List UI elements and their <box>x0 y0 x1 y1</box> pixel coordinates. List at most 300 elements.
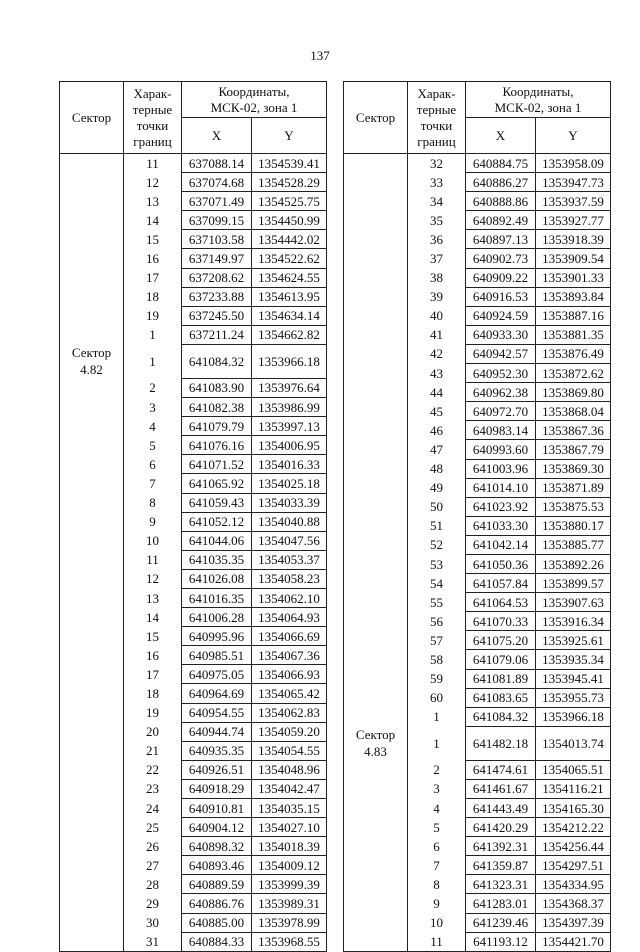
x-cell: 637245.50 <box>182 306 252 325</box>
table-row <box>344 421 611 440</box>
x-cell: 641075.20 <box>466 631 536 650</box>
y-cell: 1353867.79 <box>536 440 611 459</box>
x-cell: 641083.65 <box>466 688 536 707</box>
x-cell: 641239.46 <box>466 913 536 932</box>
sector-cell <box>60 799 124 818</box>
y-cell: 1354040.88 <box>252 512 327 531</box>
x-cell: 640886.27 <box>466 173 536 192</box>
header-points-line: Харак- <box>417 85 456 101</box>
point-cell: 12 <box>124 569 182 588</box>
x-cell: 641079.79 <box>182 417 252 436</box>
point-cell: 60 <box>408 688 466 707</box>
point-cell: 28 <box>124 875 182 894</box>
x-cell: 641482.18 <box>466 726 536 760</box>
point-cell: 1 <box>124 325 182 344</box>
y-cell: 1353880.17 <box>536 516 611 535</box>
y-cell: 1354522.62 <box>252 249 327 268</box>
x-cell: 637233.88 <box>182 287 252 306</box>
y-cell: 1354397.39 <box>536 913 611 932</box>
x-cell: 641016.35 <box>182 588 252 607</box>
sector-cell <box>60 287 124 306</box>
table-row <box>344 535 611 554</box>
x-cell: 640954.55 <box>182 703 252 722</box>
x-cell: 640942.57 <box>466 344 536 363</box>
point-cell: 42 <box>408 344 466 363</box>
table-row <box>60 894 327 913</box>
point-cell: 5 <box>124 436 182 455</box>
point-cell: 41 <box>408 325 466 344</box>
table-row <box>344 837 611 856</box>
x-cell: 641076.16 <box>182 436 252 455</box>
point-cell: 52 <box>408 535 466 554</box>
x-cell: 640964.69 <box>182 684 252 703</box>
sector-cell <box>60 455 124 474</box>
point-cell: 38 <box>408 268 466 287</box>
y-cell: 1353872.62 <box>536 364 611 383</box>
table-row <box>60 173 327 192</box>
y-cell: 1354006.95 <box>252 436 327 455</box>
point-cell: 25 <box>124 818 182 837</box>
sector-cell <box>60 268 124 287</box>
sector-cell <box>60 249 124 268</box>
y-cell: 1354018.39 <box>252 837 327 856</box>
sector-cell <box>60 474 124 493</box>
table-row <box>60 268 327 287</box>
point-cell: 17 <box>124 665 182 684</box>
sector-cell <box>60 531 124 550</box>
point-cell: 5 <box>408 818 466 837</box>
x-cell: 641050.36 <box>466 554 536 573</box>
point-cell: 16 <box>124 646 182 665</box>
point-cell: 58 <box>408 650 466 669</box>
y-cell: 1353918.39 <box>536 230 611 249</box>
header-points <box>408 82 466 154</box>
y-cell: 1354025.18 <box>252 474 327 493</box>
sector-cell <box>60 588 124 607</box>
x-cell: 640985.51 <box>182 646 252 665</box>
sector-cell <box>60 569 124 588</box>
table-row <box>344 799 611 818</box>
y-cell: 1354048.96 <box>252 760 327 779</box>
sector-cell <box>60 722 124 741</box>
y-cell: 1354067.36 <box>252 646 327 665</box>
x-cell: 641014.10 <box>466 478 536 497</box>
y-cell: 1354421.70 <box>536 932 611 951</box>
x-cell: 640995.96 <box>182 627 252 646</box>
point-cell: 48 <box>408 459 466 478</box>
x-cell: 641023.92 <box>466 497 536 516</box>
point-cell: 34 <box>408 192 466 211</box>
table-row <box>344 173 611 192</box>
table-row <box>60 417 327 436</box>
header-points <box>124 82 182 154</box>
table-row <box>344 818 611 837</box>
y-cell: 1354053.37 <box>252 550 327 569</box>
table-row <box>60 932 327 951</box>
x-cell: 641081.89 <box>466 669 536 688</box>
point-cell: 53 <box>408 554 466 573</box>
sector-cell <box>344 325 408 344</box>
y-cell: 1353968.55 <box>252 932 327 951</box>
table-row <box>344 707 611 726</box>
sector-cell <box>344 856 408 875</box>
point-cell: 30 <box>124 913 182 932</box>
table-row <box>60 913 327 932</box>
y-cell: 1353989.31 <box>252 894 327 913</box>
x-cell: 641359.87 <box>466 856 536 875</box>
y-cell: 1353876.49 <box>536 344 611 363</box>
table-row <box>60 230 327 249</box>
y-cell: 1353955.73 <box>536 688 611 707</box>
sector-cell <box>344 173 408 192</box>
table-row <box>344 593 611 612</box>
y-cell: 1353909.54 <box>536 249 611 268</box>
point-cell: 49 <box>408 478 466 497</box>
y-cell: 1353899.57 <box>536 574 611 593</box>
x-cell: 641084.32 <box>182 344 252 378</box>
table-row <box>344 516 611 535</box>
sector-cell <box>60 306 124 325</box>
x-cell: 640893.46 <box>182 856 252 875</box>
x-cell: 640975.05 <box>182 665 252 684</box>
sector-cell <box>344 799 408 818</box>
header-points-line: Харак- <box>133 85 172 101</box>
table-row <box>344 612 611 631</box>
point-cell: 11 <box>408 932 466 951</box>
table-row <box>60 856 327 875</box>
sector-cell <box>344 593 408 612</box>
y-cell: 1354165.30 <box>536 799 611 818</box>
x-cell: 637074.68 <box>182 173 252 192</box>
sector-cell <box>60 932 124 951</box>
sector-cell <box>344 535 408 554</box>
y-cell: 1354212.22 <box>536 818 611 837</box>
x-cell: 637149.97 <box>182 249 252 268</box>
point-cell: 39 <box>408 287 466 306</box>
header-x: X <box>466 118 536 154</box>
table-row <box>60 799 327 818</box>
x-cell: 640926.51 <box>182 760 252 779</box>
x-cell: 640897.13 <box>466 230 536 249</box>
coordinates-table-right <box>343 81 611 952</box>
y-cell: 1353907.63 <box>536 593 611 612</box>
point-cell: 51 <box>408 516 466 535</box>
table-row <box>344 402 611 421</box>
table-row <box>60 722 327 741</box>
point-cell: 36 <box>408 230 466 249</box>
x-cell: 641044.06 <box>182 531 252 550</box>
x-cell: 640983.14 <box>466 421 536 440</box>
y-cell: 1353986.99 <box>252 398 327 417</box>
sector-cell <box>344 837 408 856</box>
y-cell: 1354624.55 <box>252 268 327 287</box>
y-cell: 1353978.99 <box>252 913 327 932</box>
table-row <box>60 818 327 837</box>
table-row <box>60 703 327 722</box>
header-sector: Сектор <box>60 82 124 154</box>
point-cell: 14 <box>124 608 182 627</box>
sector-cell <box>344 707 408 726</box>
sector-cell <box>60 192 124 211</box>
point-cell: 57 <box>408 631 466 650</box>
point-cell: 18 <box>124 684 182 703</box>
y-cell: 1354062.83 <box>252 703 327 722</box>
point-cell: 1 <box>408 707 466 726</box>
y-cell: 1353925.61 <box>536 631 611 650</box>
table-body-right <box>344 154 611 952</box>
point-cell: 4 <box>408 799 466 818</box>
header-sector: Сектор <box>344 82 408 154</box>
point-cell: 26 <box>124 837 182 856</box>
table-row <box>344 760 611 779</box>
coordinates-table-left <box>59 81 327 952</box>
x-cell: 640904.12 <box>182 818 252 837</box>
table-row <box>344 856 611 875</box>
table-row <box>60 779 327 798</box>
y-cell: 1354016.33 <box>252 455 327 474</box>
page-number: 137 <box>310 48 330 63</box>
table-row <box>344 554 611 573</box>
sector-cell <box>344 631 408 650</box>
sector-cell <box>344 421 408 440</box>
x-cell: 641420.29 <box>466 818 536 837</box>
table-row <box>60 531 327 550</box>
table-row <box>60 665 327 684</box>
x-cell: 641323.31 <box>466 875 536 894</box>
point-cell: 50 <box>408 497 466 516</box>
x-cell: 637103.58 <box>182 230 252 249</box>
table-row <box>344 325 611 344</box>
point-cell: 8 <box>124 493 182 512</box>
sector-cell <box>344 230 408 249</box>
sector-cell <box>344 249 408 268</box>
x-cell: 641082.38 <box>182 398 252 417</box>
x-cell: 640886.76 <box>182 894 252 913</box>
table-row <box>60 588 327 607</box>
x-cell: 640962.38 <box>466 383 536 402</box>
point-cell: 37 <box>408 249 466 268</box>
point-cell: 19 <box>124 703 182 722</box>
table-row <box>344 192 611 211</box>
sector-cell <box>344 344 408 363</box>
point-cell: 31 <box>124 932 182 951</box>
table-row <box>344 875 611 894</box>
y-cell: 1353927.77 <box>536 211 611 230</box>
sector-cell <box>60 378 124 397</box>
x-cell: 641461.67 <box>466 779 536 798</box>
y-cell: 1353966.18 <box>252 344 327 378</box>
sector-cell <box>344 574 408 593</box>
x-cell: 640884.33 <box>182 932 252 951</box>
header-coords <box>466 82 611 118</box>
y-cell: 1354256.44 <box>536 837 611 856</box>
table-row <box>60 569 327 588</box>
point-cell: 7 <box>408 856 466 875</box>
x-cell: 640885.00 <box>182 913 252 932</box>
header-points-line: границ <box>417 133 456 149</box>
point-cell: 17 <box>124 268 182 287</box>
point-cell: 54 <box>408 574 466 593</box>
table-row <box>344 364 611 383</box>
sector-cell <box>344 402 408 421</box>
point-cell: 35 <box>408 211 466 230</box>
sector-cell <box>344 287 408 306</box>
point-cell: 43 <box>408 364 466 383</box>
header-coords-line: МСК-02, зона 1 <box>210 99 298 115</box>
y-cell: 1353885.77 <box>536 535 611 554</box>
point-cell: 18 <box>124 287 182 306</box>
header-y: Y <box>536 118 611 154</box>
point-cell: 4 <box>124 417 182 436</box>
x-cell: 641283.01 <box>466 894 536 913</box>
y-cell: 1353947.73 <box>536 173 611 192</box>
x-cell: 641026.08 <box>182 569 252 588</box>
table-row <box>60 378 327 397</box>
table-row <box>344 669 611 688</box>
point-cell: 19 <box>124 306 182 325</box>
header-points-line: терные <box>132 101 173 117</box>
sector-cell <box>344 688 408 707</box>
y-cell: 1354116.21 <box>536 779 611 798</box>
table-row <box>60 608 327 627</box>
sector-cell <box>60 173 124 192</box>
y-cell: 1353937.59 <box>536 192 611 211</box>
point-cell: 27 <box>124 856 182 875</box>
table-row <box>60 154 327 173</box>
sector-cell <box>60 627 124 646</box>
sector-cell <box>344 932 408 951</box>
table-row <box>344 497 611 516</box>
y-cell: 1354634.14 <box>252 306 327 325</box>
sector-cell <box>344 440 408 459</box>
x-cell: 637088.14 <box>182 154 252 173</box>
point-cell: 20 <box>124 722 182 741</box>
table-row <box>344 650 611 669</box>
table-row <box>60 837 327 856</box>
sector-cell <box>60 550 124 569</box>
x-cell: 640884.75 <box>466 154 536 173</box>
x-cell: 641006.28 <box>182 608 252 627</box>
table-row <box>60 512 327 531</box>
header-coords-line: Координаты, <box>218 83 290 99</box>
x-cell: 641071.52 <box>182 455 252 474</box>
table-row <box>60 627 327 646</box>
sector-cell <box>344 497 408 516</box>
y-cell: 1354013.74 <box>536 726 611 760</box>
x-cell: 640972.70 <box>466 402 536 421</box>
sector-cell <box>60 703 124 722</box>
point-cell: 33 <box>408 173 466 192</box>
sector-cell <box>344 894 408 913</box>
sector-cell <box>344 154 408 173</box>
sector-cell <box>344 650 408 669</box>
sector-cell <box>60 894 124 913</box>
y-cell: 1354027.10 <box>252 818 327 837</box>
y-cell: 1354058.23 <box>252 569 327 588</box>
sector-cell <box>60 230 124 249</box>
x-cell: 641084.32 <box>466 707 536 726</box>
x-cell: 641035.35 <box>182 550 252 569</box>
y-cell: 1354613.95 <box>252 287 327 306</box>
y-cell: 1353867.36 <box>536 421 611 440</box>
table-row <box>344 688 611 707</box>
point-cell: 55 <box>408 593 466 612</box>
sector-cell <box>344 459 408 478</box>
point-cell: 15 <box>124 230 182 249</box>
x-cell: 641057.84 <box>466 574 536 593</box>
table-body-left <box>60 154 327 952</box>
y-cell: 1354066.69 <box>252 627 327 646</box>
y-cell: 1354059.20 <box>252 722 327 741</box>
y-cell: 1354525.75 <box>252 192 327 211</box>
point-cell: 7 <box>124 474 182 493</box>
table-row <box>60 436 327 455</box>
y-cell: 1354539.41 <box>252 154 327 173</box>
sector-cell <box>60 818 124 837</box>
x-cell: 640935.35 <box>182 741 252 760</box>
sector-cell <box>60 325 124 344</box>
x-cell: 640888.86 <box>466 192 536 211</box>
x-cell: 640952.30 <box>466 364 536 383</box>
y-cell: 1354528.29 <box>252 173 327 192</box>
sector-cell <box>344 554 408 573</box>
table-row <box>60 398 327 417</box>
sector-cell <box>344 306 408 325</box>
y-cell: 1353999.39 <box>252 875 327 894</box>
sector-cell <box>344 818 408 837</box>
point-cell: 10 <box>408 913 466 932</box>
y-cell: 1353881.35 <box>536 325 611 344</box>
sector-cell <box>60 741 124 760</box>
point-cell: 21 <box>124 741 182 760</box>
point-cell: 2 <box>408 760 466 779</box>
x-cell: 641003.96 <box>466 459 536 478</box>
table-row <box>344 459 611 478</box>
header-coords-line: МСК-02, зона 1 <box>494 99 582 115</box>
sector-cell <box>60 398 124 417</box>
x-cell: 640916.53 <box>466 287 536 306</box>
header-coords <box>182 82 327 118</box>
table-row <box>60 211 327 230</box>
x-cell: 637211.24 <box>182 325 252 344</box>
y-cell: 1354065.51 <box>536 760 611 779</box>
sector-cell <box>60 837 124 856</box>
point-cell: 3 <box>408 779 466 798</box>
table-row <box>60 646 327 665</box>
y-cell: 1353935.34 <box>536 650 611 669</box>
header-points-line: точки <box>136 117 169 133</box>
sector-cell <box>344 478 408 497</box>
table-row <box>344 249 611 268</box>
point-cell: 16 <box>124 249 182 268</box>
x-cell: 641474.61 <box>466 760 536 779</box>
table-row <box>344 932 611 951</box>
table-row <box>344 287 611 306</box>
y-cell: 1354066.93 <box>252 665 327 684</box>
y-cell: 1353871.89 <box>536 478 611 497</box>
table-row <box>60 249 327 268</box>
x-cell: 641083.90 <box>182 378 252 397</box>
x-cell: 640889.59 <box>182 875 252 894</box>
point-cell: 15 <box>124 627 182 646</box>
point-cell: 11 <box>124 154 182 173</box>
point-cell: 44 <box>408 383 466 402</box>
table-row <box>344 154 611 173</box>
y-cell: 1353976.64 <box>252 378 327 397</box>
sector-cell <box>60 608 124 627</box>
point-cell: 6 <box>124 455 182 474</box>
y-cell: 1353916.34 <box>536 612 611 631</box>
